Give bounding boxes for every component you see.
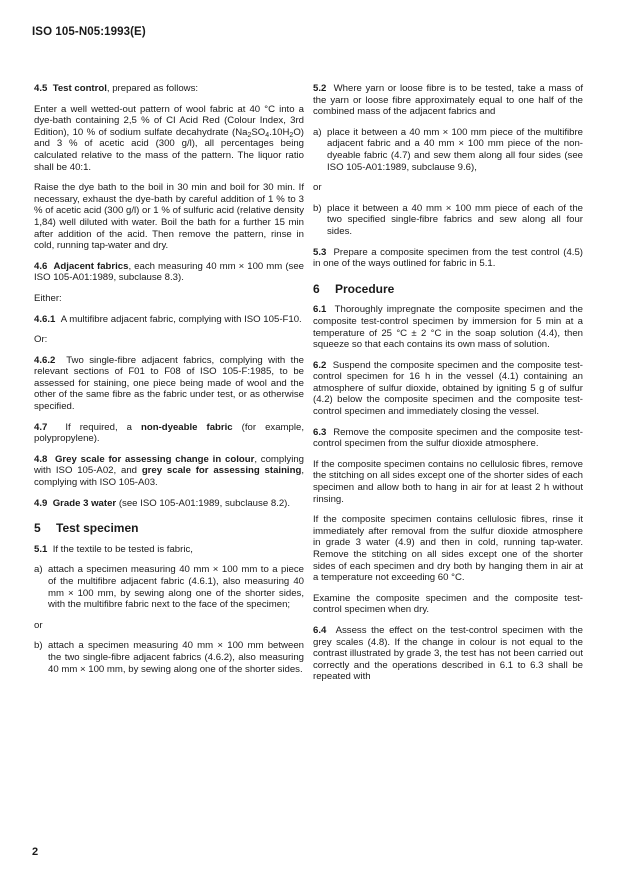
clause-6-4: 6.4 Assess the effect on the test-control specimen with the grey scales (4.8). If the change in colour is not equal to the contrast illustrated by grade 3, the test has not been carried out correctly and the operations described in 6.1 to 6.3 shall be repeated with: [313, 624, 583, 683]
clause-6-3-no-cellulosic: If the composite specimen contains no cellulosic fibres, remove the stitching on all sides except one of the shorter sides of each specimen and allow both to hang in air for at least 2 h without rinsing.: [313, 458, 583, 505]
document-header: ISO 105-N05:1993(E): [32, 26, 146, 38]
clause-4-5-dyebath: Enter a well wetted-out pattern of wool fabric at 40 °C into a dye-bath containing 2,5 % of CI Acid Red (Colour Index, 3rd Edition), 10 % of sodium sulfate decahydrate $(Na_2SO_4.10H_2O)$ and 3 % of acetic acid (300 g/l), all percentages being calculated relative to the mass of the pattern. The liquor ratio shall be 40:1.: [34, 103, 304, 173]
list-item-a: a) place it between a 40 mm × 100 mm piece of the multifibre adjacent fabric and a 40 mm × 100 mm piece of the non-dyeable fabric (4.7) and sew them along all four sides (see ISO 105-A01:1989, subclause 9.6),: [313, 126, 583, 173]
list-item-a: a) attach a specimen measuring 40 mm × 100 mm to a piece of the multifibre adjacent fabric (4.6.1), also measuring 40 mm × 100 mm, by sewing along one of the shorter sides, with the multifibre fabric next to the face of the specimen;: [34, 564, 304, 611]
clause-6-3: 6.3 Remove the composite specimen and the composite test-control specimen from the sulfur dioxide atmosphere.: [313, 426, 583, 450]
clause-6-3-examine: Examine the composite specimen and the composite test-control specimen when dry.: [313, 592, 583, 616]
section-5-heading: 5 Test specimen: [34, 521, 139, 536]
list-item-b: b) attach a specimen measuring 40 mm × 100 mm between the two single-fibre adjacent fabrics (4.6.2), also measuring 40 mm × 100 mm, by sewing along one of the shorter sides.: [34, 640, 304, 675]
clause-6-2: 6.2 Suspend the composite specimen and the composite test-control specimen for 16 h in the vessel (4.1) containing an atmosphere of sulfur dioxide, obtained by igniting 5 g of sulfur (4.2) below the composite specimen and the composite test-control specimen and immediately closing the vessel.: [313, 359, 583, 418]
or-label: Or:: [34, 334, 48, 346]
clause-4-6-1: 4.6.1 A multifibre adjacent fabric, complying with ISO 105-F10.: [34, 313, 302, 325]
clause-5-2: 5.2 Where yarn or loose fibre is to be tested, take a mass of the yarn or loose fibre approximately equal to one half of the combined mass of the adjacent fabrics and: [313, 83, 583, 118]
left-column: [34, 83, 304, 684]
clause-4-6-2: 4.6.2 Two single-fibre adjacent fabrics, complying with the relevant sections of F01 to F08 of ISO 105-F:1985, to be assessed for staining, one piece being made of wool and the other of the same fibre as the fabric under test, or as otherwise specified.: [34, 354, 304, 413]
right-column: [313, 83, 583, 692]
section-6-heading: 6 Procedure: [313, 281, 395, 296]
clause-4-8: 4.8 Grey scale for assessing change in colour, complying with ISO 105-A02, and grey scale for assessing staining, complying with ISO 105-A03.: [34, 453, 304, 489]
clause-4-5: 4.5 Test control, prepared as follows:: [34, 83, 199, 94]
clause-5-1: 5.1 If the textile to be tested is fabric,: [34, 543, 193, 555]
clause-4-9: 4.9 Grade 3 water (see ISO 105-A01:1989, subclause 8.2).: [34, 497, 291, 509]
page-number: 2: [32, 846, 39, 858]
list-item-b: b) place it between a 40 mm × 100 mm piece of each of the two specified single-fibre fabrics and sew along all four sides.: [313, 202, 583, 237]
either-label: Either:: [34, 292, 62, 304]
clause-5-3: 5.3 Prepare a composite specimen from the test control (4.5) in one of the ways outlined for fabric in 5.1.: [313, 246, 583, 270]
clause-6-1: 6.1 Thoroughly impregnate the composite specimen and the composite test-control specimen by immersion for 5 min at a temperature of 25 °C ± 2 °C in the soap solution (4.4), then squeeze so that each contains its own mass of solution.: [313, 304, 583, 351]
or-label: or: [34, 619, 43, 631]
or-label: or: [313, 182, 322, 194]
clause-4-6: 4.6 Adjacent fabrics, each measuring 40 mm × 100 mm (see ISO 105-A01:1989, subclause 8.3).: [34, 260, 304, 284]
clause-4-5-boil: Raise the dye bath to the boil in 30 min and boil for 30 min. If necessary, exhaust the dye-bath by careful addition of 1 % to 3 % of acetic acid (300 g/l) or 1 % of sulfuric acid (relative density 1,84) well diluted with water. Boil the bath for a further 15 min after addition of the acid. Then remove the pattern, rinse in cold, running tap-water and dry.: [34, 182, 304, 252]
clause-6-3-cellulosic: If the composite specimen contains cellulosic fibres, rinse it immediately after removal from the sulfur dioxide atmosphere in grade 3 water (4.9) and then in cold, running tap-water. Remove the stitching on all sides except one of the shorter sides of each specimen and dry both by hanging them in air at a temperature not exceeding 60 °C.: [313, 514, 583, 584]
clause-4-7: 4.7 If required, a non-dyeable fabric (for example, polypropylene).: [34, 421, 304, 445]
